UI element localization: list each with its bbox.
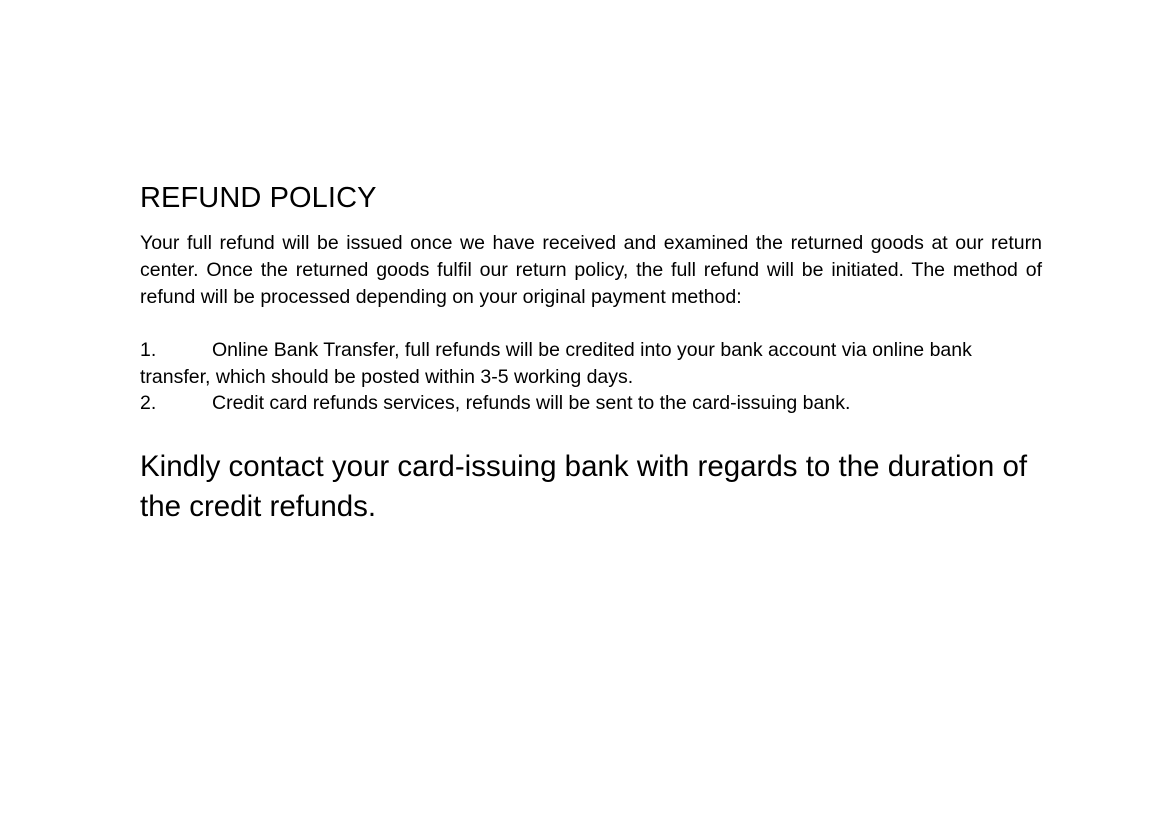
- closing-note: Kindly contact your card-issuing bank with regards to the duration of the credit refunds.: [140, 449, 1028, 523]
- list-item: [140, 390, 1042, 417]
- list-item-number: 1.: [140, 339, 157, 361]
- list-item-text: Credit card refunds services, refunds will be sent to the card-issuing bank.: [212, 392, 851, 414]
- list-item-number: 2.: [140, 392, 157, 414]
- list-item: [140, 337, 1042, 390]
- document-body: [140, 180, 1042, 527]
- intro-paragraph: Your full refund will be issued once we have received and examined the returned goods at our return center. Once the returned goods fulfil our return policy, the full refund will be initiated. The method of refund will be processed depending on your original payment method:: [140, 232, 1042, 308]
- page-title: REFUND POLICY: [140, 182, 377, 214]
- list-item-text: Online Bank Transfer, full refunds will be credited into your bank account via online bank transfer, which should be posted within 3-5 working days.: [140, 339, 972, 388]
- refund-method-list: [140, 337, 1042, 417]
